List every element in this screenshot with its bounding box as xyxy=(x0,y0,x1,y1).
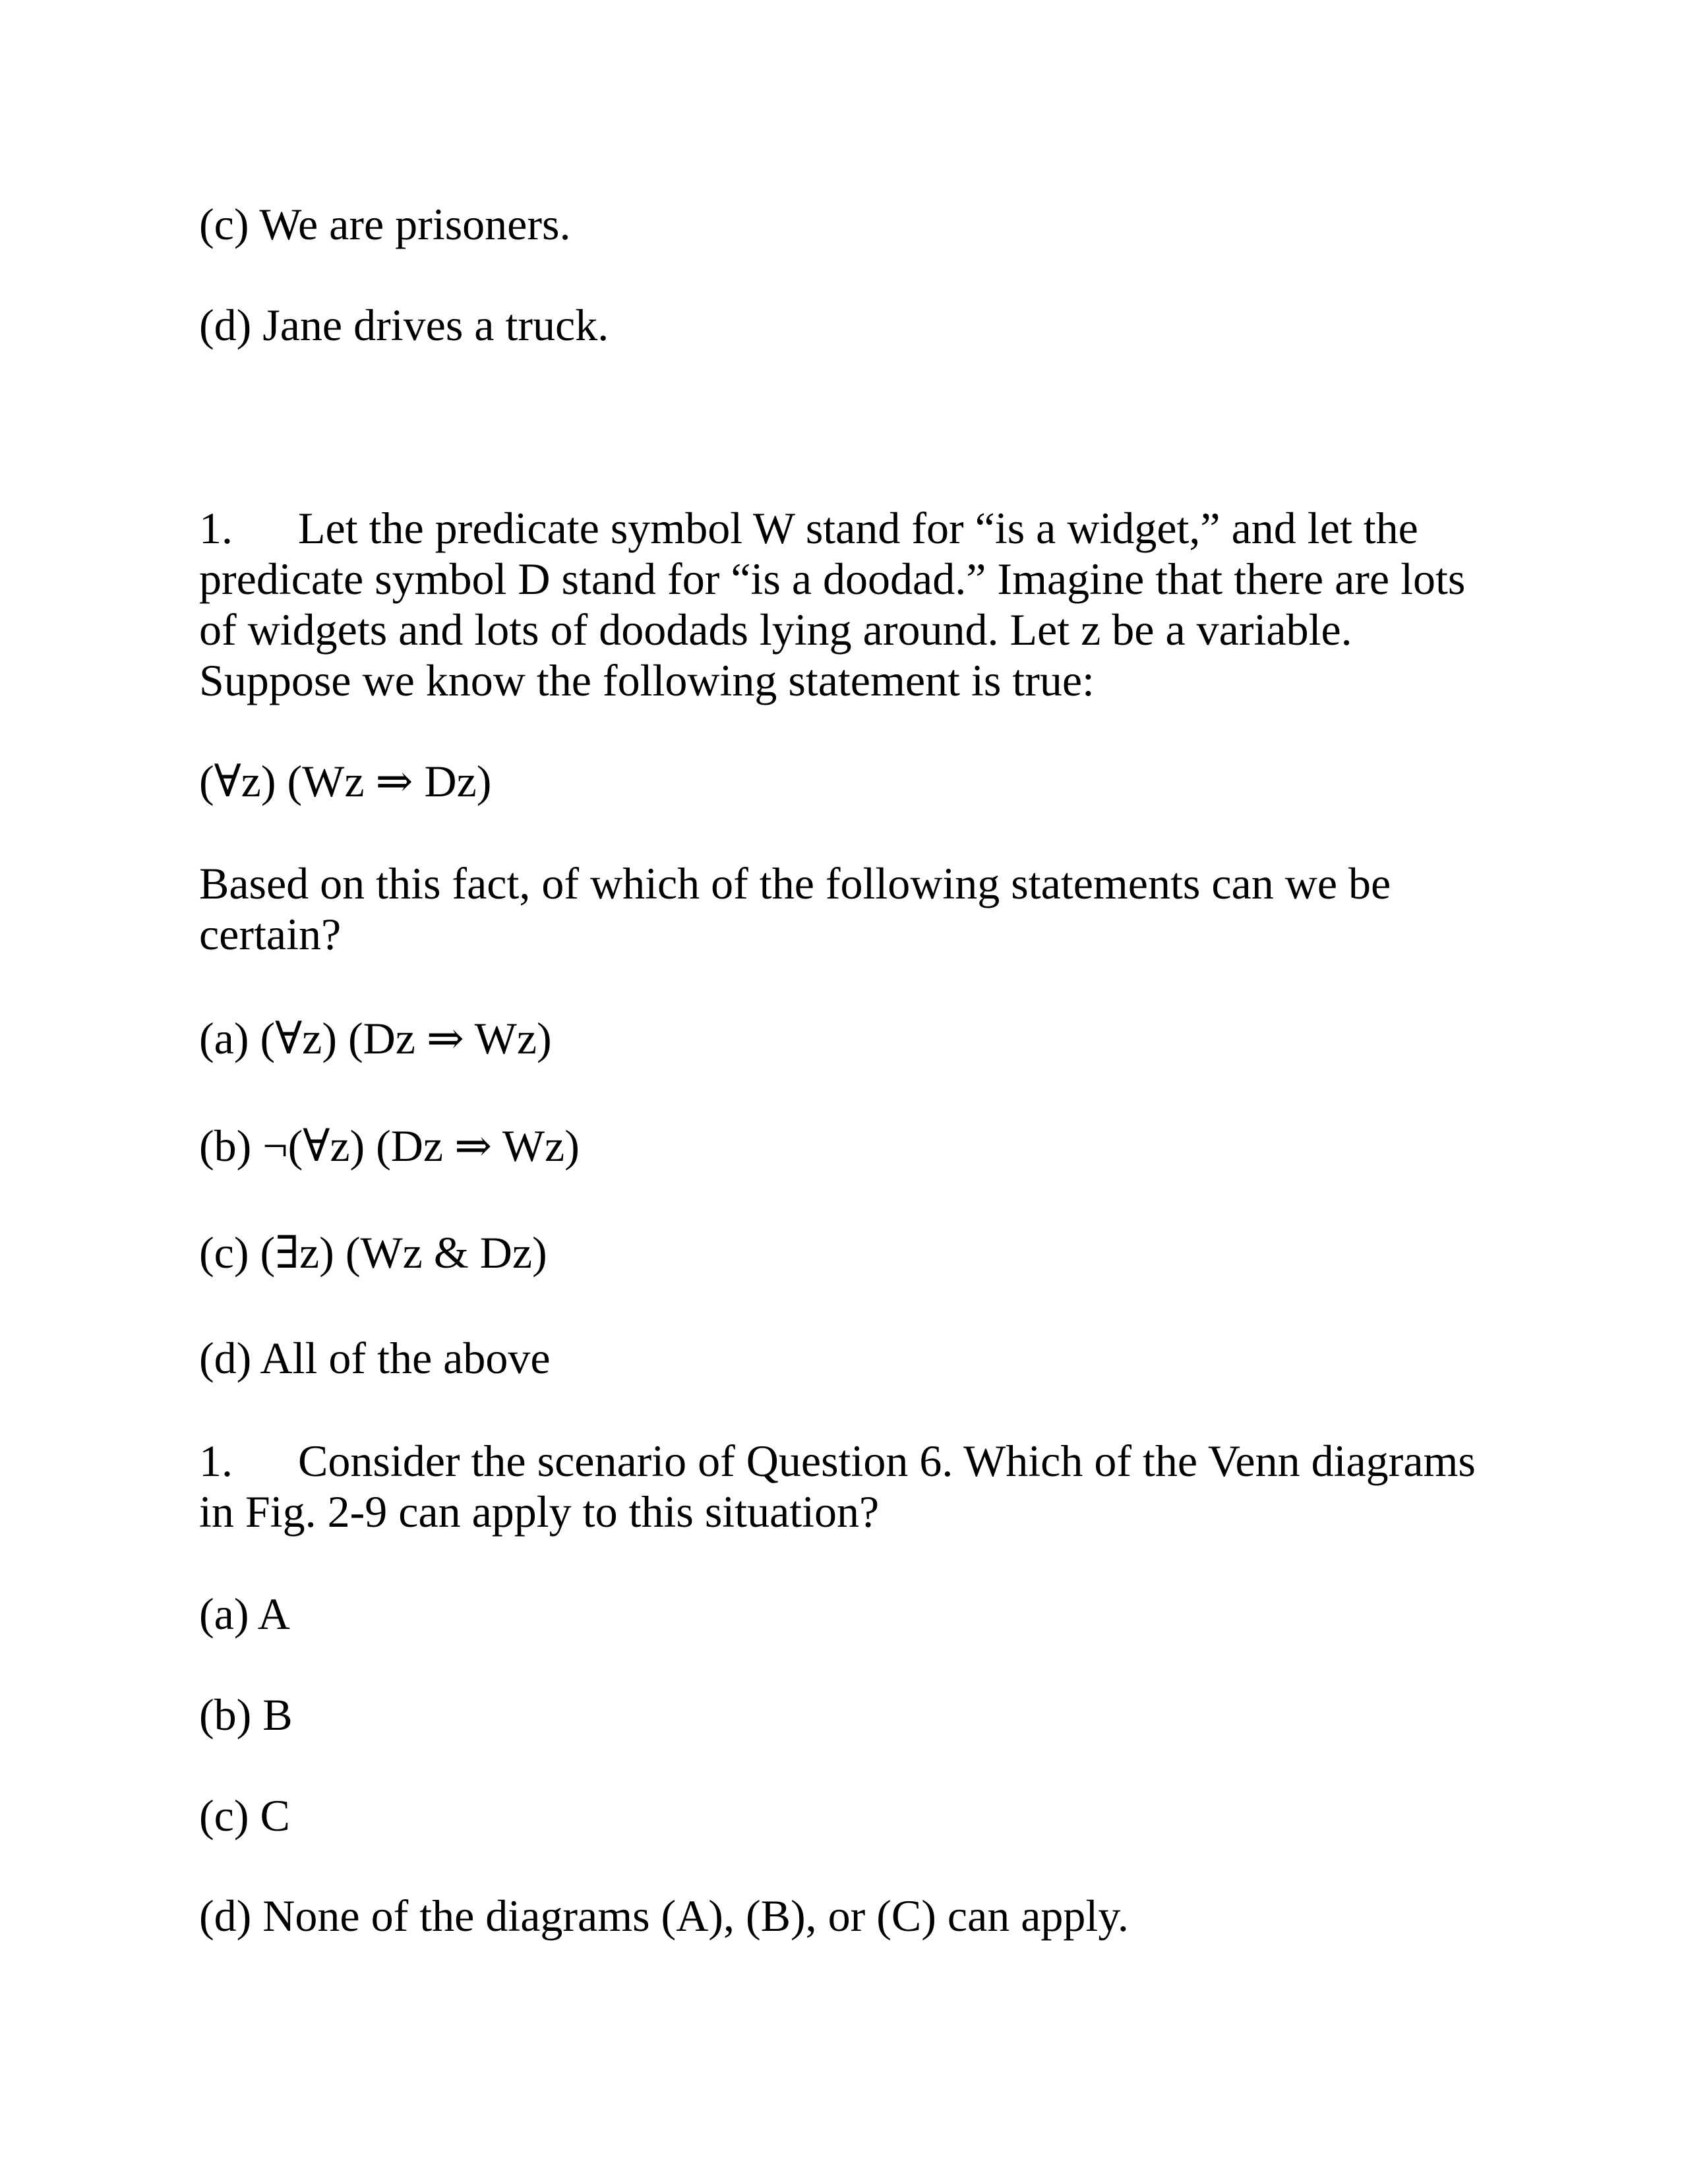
answer-option-a: (a) (∀z) (Dz ⇒ Wz) xyxy=(199,1013,552,1063)
prompt-line-2: certain? xyxy=(199,909,342,959)
question-venn-line-2: in Fig. 2-9 can apply to this situation? xyxy=(199,1487,880,1537)
question-widgets-prompt xyxy=(199,858,1391,960)
answer-option-d: (d) All of the above xyxy=(199,1333,551,1383)
venn-option-b: (b) B xyxy=(199,1690,293,1740)
venn-option-c: (c) C xyxy=(199,1790,290,1841)
venn-option-a: (a) A xyxy=(199,1589,290,1639)
prompt-line-1: Based on this fact, of which of the following statements can we be xyxy=(199,858,1391,908)
question-widgets-line-2: predicate symbol D stand for “is a doodad.” Imagine that there are lots xyxy=(199,554,1466,604)
question-widgets-line-3: of widgets and lots of doodads lying around. Let z be a variable. xyxy=(199,605,1352,655)
option-c-top: (c) We are prisoners. xyxy=(199,199,571,249)
question-widgets xyxy=(199,503,1465,706)
question-number: 1. xyxy=(199,503,233,553)
question-venn xyxy=(199,1436,1476,1537)
given-statement: (∀z) (Wz ⇒ Dz) xyxy=(199,756,492,806)
question-venn-line-1: 1. Consider the scenario of Question 6. Which of the Venn diagrams xyxy=(199,1436,1476,1486)
question-number: 1. xyxy=(199,1436,233,1486)
answer-option-b: (b) ¬(∀z) (Dz ⇒ Wz) xyxy=(199,1121,580,1171)
answer-option-c: (c) (∃z) (Wz & Dz) xyxy=(199,1227,547,1278)
venn-option-d: (d) None of the diagrams (A), (B), or (C) can apply. xyxy=(199,1891,1129,1941)
question-widgets-line-1: 1. Let the predicate symbol W stand for “is a widget,” and let the xyxy=(199,503,1418,553)
question-widgets-line-4: Suppose we know the following statement is true: xyxy=(199,655,1095,705)
option-d-top: (d) Jane drives a truck. xyxy=(199,300,609,350)
